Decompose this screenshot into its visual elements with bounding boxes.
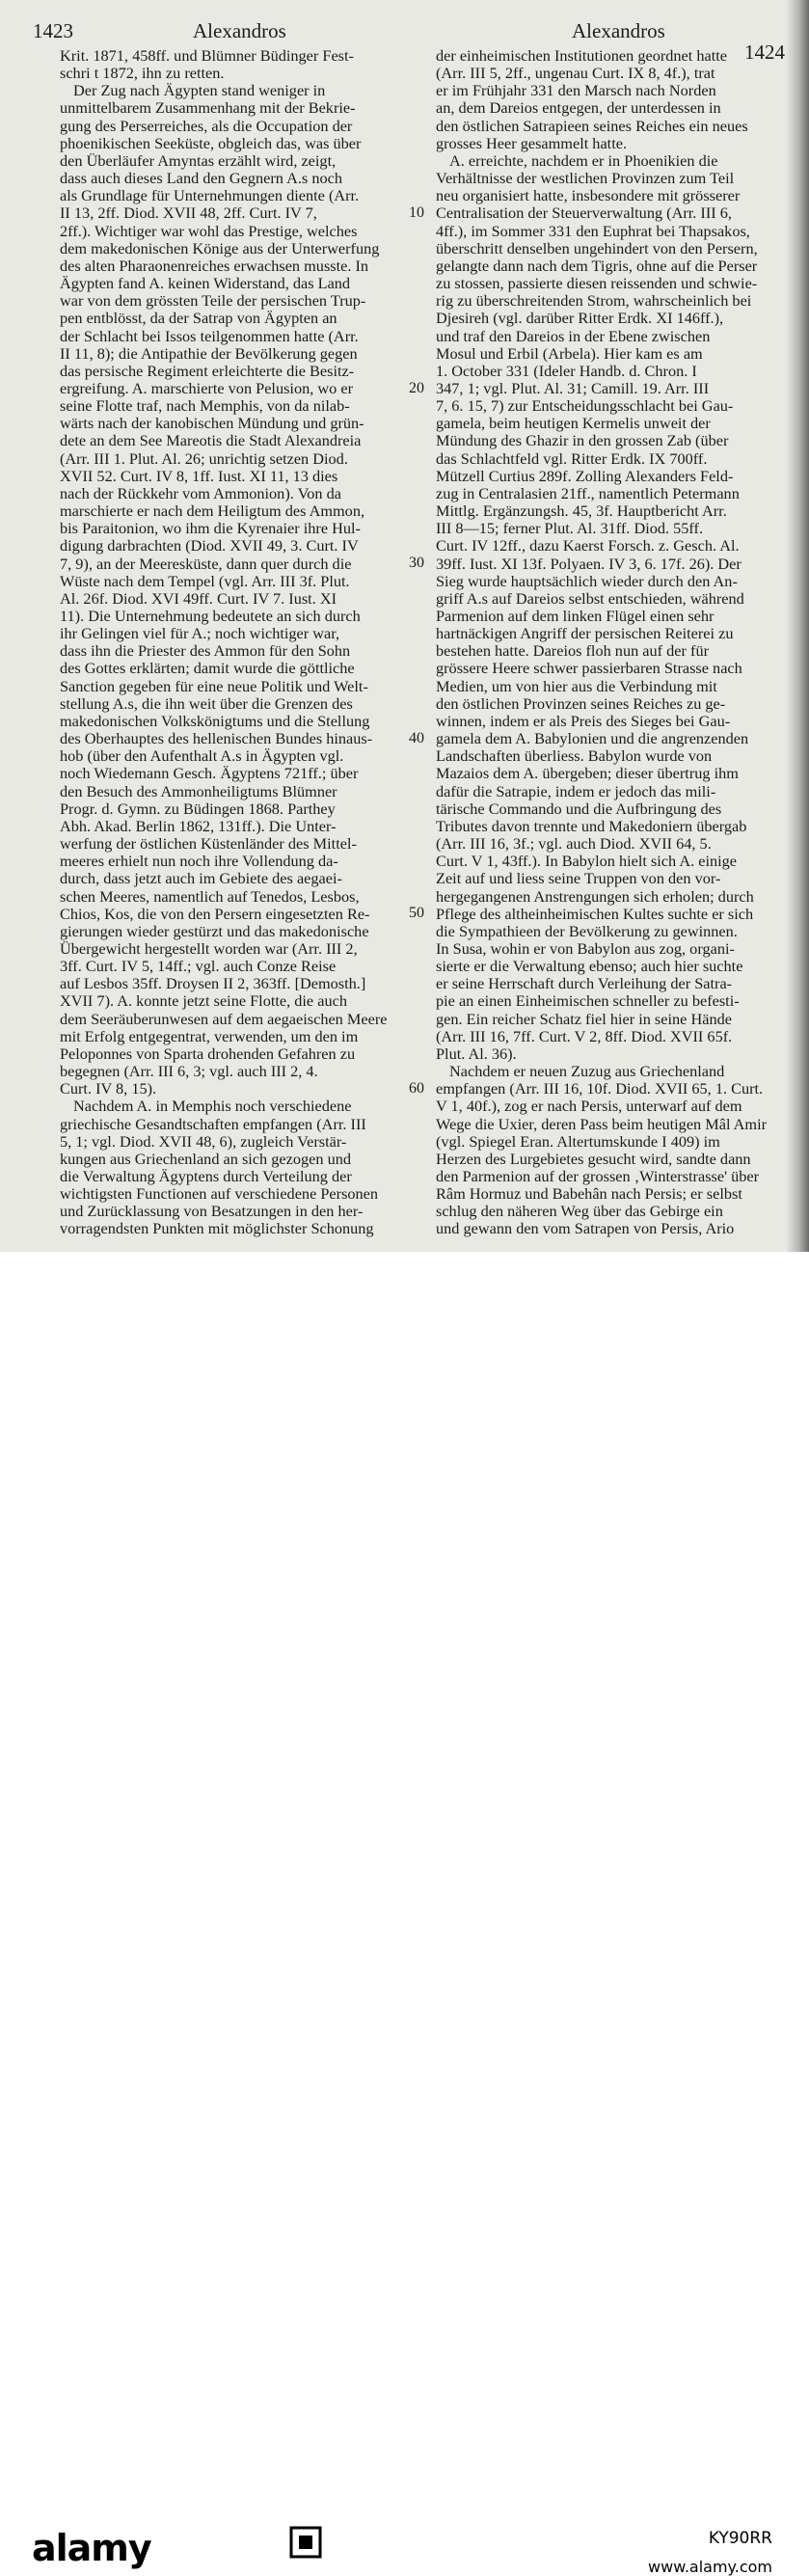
text-line: des alten Pharaonenreiches erwachsen musste. In bbox=[60, 256, 369, 275]
watermark-bar bbox=[0, 1252, 809, 2576]
text-line: das Schlachtfeld vgl. Ritter Erdk. IX 700ff. bbox=[436, 448, 708, 468]
text-line: Wege die Uxier, deren Pass beim heutigen Mâl Amir bbox=[436, 1114, 768, 1133]
line-number: 50 bbox=[409, 905, 424, 922]
text-line: 7, 6. 15, 7) zur Entscheidungsschlacht bei Gau- bbox=[436, 396, 734, 416]
text-line: Nachdem A. in Memphis noch verschiedene bbox=[73, 1097, 352, 1116]
text-line: winnen, indem er als Preis des Sieges bei Gau- bbox=[436, 711, 731, 730]
text-line: ergreifung. A. marschierte von Pelusion, wo er bbox=[60, 378, 353, 397]
text-line: an, dem Dareios entgegen, der unterdessen in bbox=[436, 98, 721, 118]
text-line: tärische Commando und die Aufbringung des bbox=[436, 799, 722, 818]
text-line: nach der Rückkehr vom Ammonion). Von da bbox=[60, 483, 341, 502]
text-line: 39ff. Iust. XI 13f. Polyaen. IV 3, 6. 17f. 26). Der bbox=[436, 554, 742, 573]
text-line: und Zurücklassung von Besatzungen in den her- bbox=[60, 1202, 364, 1221]
text-line: die Verwaltung Ägyptens durch Verteilung der bbox=[60, 1167, 352, 1185]
text-line: Mosul und Erbil (Arbela). Hier kam es am bbox=[436, 343, 703, 363]
text-line: kungen aus Griechenland an sich gezogen und bbox=[60, 1149, 352, 1168]
text-line: bestehen hatte. Dareios floh nun auf der für bbox=[436, 641, 710, 661]
text-line: Sanction gegeben für eine neue Politik und Welt- bbox=[60, 676, 368, 695]
line-number: 10 bbox=[409, 204, 424, 222]
text-line: Djesireh (vgl. darüber Ritter Erdk. XI 146ff.), bbox=[436, 309, 724, 328]
text-line: des Oberhauptes des hellenischen Bundes hinaus- bbox=[60, 729, 373, 748]
line-number: 20 bbox=[409, 379, 424, 396]
source-url: www.alamy.com bbox=[648, 2558, 772, 2576]
text-line: gamela, beim heutigen Kermelis unweit der bbox=[436, 414, 711, 433]
text-line: des Gottes erklärten; damit wurde die göttliche bbox=[60, 659, 355, 678]
text-line: (Arr. III 1. Plut. Al. 26; unrichtig setzen Diod. bbox=[60, 448, 348, 468]
text-line: dass auch dieses Land den Gegnern A.s noch bbox=[60, 169, 342, 188]
alamy-logo: alamy bbox=[32, 2527, 151, 2569]
text-line: den Parmenion auf der grossen ‚Winterstrasse' über bbox=[436, 1167, 760, 1185]
text-line: meeres erhielt nun noch ihre Vollendung da- bbox=[60, 852, 338, 871]
text-line: Chios, Kos, die von den Persern eingesetzten Re- bbox=[60, 904, 370, 923]
text-line: dete an dem See Mareotis die Stadt Alexandreia bbox=[60, 431, 362, 450]
text-line: wichtigsten Functionen auf verschiedene Personen bbox=[60, 1184, 379, 1204]
text-line: Mittlg. Ergänzungsh. 45, 3f. Hauptbericht Arr. bbox=[436, 502, 727, 521]
text-line: A. erreichte, nachdem er in Phoenikien die bbox=[449, 150, 718, 170]
text-line: zug in Centralasien 21ff., namentlich Petermann bbox=[436, 483, 740, 502]
running-head-left: Alexandros bbox=[193, 19, 286, 42]
text-line: seine Flotte traf, nach Memphis, von da nilab- bbox=[60, 396, 350, 416]
text-line: III 8—15; ferner Plut. Al. 31ff. Diod. 55ff. bbox=[436, 519, 704, 538]
text-line: schen Meeres, namentlich auf Tenedos, Lesbos, bbox=[60, 886, 360, 906]
text-line: überschritt denselben ungehindert von den Persern, bbox=[436, 238, 758, 258]
text-line: grosses Heer gesammelt hatte. bbox=[436, 133, 628, 152]
running-head-right: Alexandros bbox=[572, 19, 665, 42]
text-line: er seine Herrschaft durch Verleihung der Satra- bbox=[436, 974, 733, 993]
text-line: den Besuch des Ammonheiligtums Blümner bbox=[60, 781, 337, 800]
text-line: hob (über den Aufenthalt A.s in Ägypten vgl. bbox=[60, 746, 344, 766]
text-line: den östlichen Provinzen seines Reiches zu ge- bbox=[436, 693, 726, 713]
text-line: stellung A.s, die ihn weit über die Grenzen des bbox=[60, 693, 353, 713]
text-line: 1. October 331 (Ideler Handb. d. Chron. I bbox=[436, 361, 697, 380]
text-line: Curt. IV 12ff., dazu Kaerst Forsch. z. Gesch. Al. bbox=[436, 536, 740, 556]
text-line: Landschaften überliess. Babylon wurde von bbox=[436, 746, 713, 766]
text-line: und traf den Dareios in der Ebene zwischen bbox=[436, 326, 711, 345]
text-line: dass ihn die Priester des Ammon für den Sohn bbox=[60, 641, 351, 661]
alamy-logo-mark-icon bbox=[289, 2526, 322, 2559]
text-line: er im Frühjahr 331 den Marsch nach Norden bbox=[436, 81, 716, 100]
text-line: auf Lesbos 35ff. Droysen II 2, 363ff. [Demosth.] bbox=[60, 974, 366, 993]
text-line: 7, 9), an der Meeresküste, dann quer durch die bbox=[60, 554, 352, 573]
line-number: 60 bbox=[409, 1079, 424, 1097]
text-line: bis Paraitonion, wo ihm die Kyrenaier ihre Hul- bbox=[60, 519, 361, 538]
text-line: zu stossen, passierte diesen reissenden und schwie- bbox=[436, 274, 758, 293]
text-line: mit Erfolg entgegentrat, verwenden, um den im bbox=[60, 1026, 359, 1045]
line-number: 40 bbox=[409, 729, 424, 746]
text-line: der einheimischen Institutionen geordnet hatte bbox=[436, 46, 728, 65]
page-number-left: 1423 bbox=[33, 19, 73, 42]
text-line: gen. Ein reicher Schatz fiel hier in seine Hände bbox=[436, 1009, 732, 1028]
text-line: II 11, 8); die Antipathie der Bevölkerung gegen bbox=[60, 343, 358, 363]
text-line: wärts nach der kanobischen Mündung und grün- bbox=[60, 414, 364, 433]
text-line: 3ff. Curt. IV 5, 14ff.; vgl. auch Conze Reise bbox=[60, 957, 337, 976]
image-id: KY90RR bbox=[708, 2529, 772, 2548]
text-line: 4ff.), im Sommer 331 den Euphrat bei Thapsakos, bbox=[436, 221, 750, 240]
text-line: Mützell Curtius 289f. Zolling Alexanders Feld- bbox=[436, 466, 734, 485]
text-line: war von dem grössten Teile der persischen Trup- bbox=[60, 291, 366, 311]
text-line: phoenikischen Seeküste, obgleich das, was über bbox=[60, 133, 362, 152]
text-line: hartnäckigen Angriff der persischen Reiterei zu bbox=[436, 624, 734, 643]
text-line: dem makedonischen Könige aus der Unterwerfung bbox=[60, 238, 380, 258]
text-line: vorragendsten Punkten mit möglichster Schonung bbox=[60, 1219, 374, 1238]
text-line: Der Zug nach Ägypten stand weniger in bbox=[73, 81, 326, 100]
text-line: Ägypten fand A. keinen Widerstand, das Land bbox=[60, 274, 351, 293]
line-number: 30 bbox=[409, 555, 424, 572]
text-line: die Sympathieen der Bevölkerung zu gewinnen. bbox=[436, 921, 738, 940]
text-line: Râm Hormuz und Babehân nach Persis; er selbst bbox=[436, 1184, 742, 1204]
text-line: Mazaios dem A. übergeben; dieser übertrug ihm bbox=[436, 764, 739, 783]
text-line: (Arr. III 5, 2ff., ungenau Curt. IX 8, 4f.), trat bbox=[436, 64, 715, 83]
text-line: und gewann den vom Satrapen von Persis, Ario bbox=[436, 1219, 735, 1238]
text-line: II 13, 2ff. Diod. XVII 48, 2ff. Curt. IV 7, bbox=[60, 203, 317, 223]
text-line: der Schlacht bei Issos teilgenommen hatte (Arr. bbox=[60, 326, 359, 345]
text-line: 5, 1; vgl. Diod. XVII 48, 6), zugleich Verstär- bbox=[60, 1131, 347, 1151]
text-line: als Grundlage für Unternehmungen diente (Arr. bbox=[60, 186, 360, 205]
text-line: das persische Regiment erleichterte die Besitz- bbox=[60, 361, 355, 380]
text-line: Verhältnisse der westlichen Provinzen zum Teil bbox=[436, 169, 735, 188]
text-line: Plut. Al. 36). bbox=[436, 1044, 517, 1063]
text-line: empfangen (Arr. III 16, 10f. Diod. XVII 65, 1. Curt. bbox=[436, 1079, 764, 1098]
text-line: gierungen wieder gestürzt und das makedonische bbox=[60, 921, 369, 940]
text-line: Curt. V 1, 43ff.). In Babylon hielt sich A. einige bbox=[436, 852, 738, 871]
page-number-right: 1424 bbox=[744, 41, 785, 64]
text-line: hergegangenen Anstrengungen sich erholen; durch bbox=[436, 886, 754, 906]
text-line: neu organisiert hatte, insbesondere mit grösserer bbox=[436, 186, 741, 205]
text-line: Abh. Akad. Berlin 1862, 131ff.). Die Unter- bbox=[60, 816, 337, 835]
text-line: makedonischen Volkskönigtums und die Stellung bbox=[60, 711, 370, 730]
text-line: grössere Heere schwer passierbaren Strasse nach bbox=[436, 659, 742, 678]
text-line: rig zu überschreitenden Strom, wahrscheinlich bei bbox=[436, 291, 752, 311]
text-line: V 1, 40f.), zog er nach Persis, unterwarf auf dem bbox=[436, 1097, 742, 1116]
text-line: werfung der östlichen Küstenländer des Mittel- bbox=[60, 834, 357, 854]
text-line: XVII 7). A. konnte jetzt seine Flotte, die auch bbox=[60, 991, 347, 1011]
text-line: gelangte dann nach dem Tigris, ohne auf die Perser bbox=[436, 256, 758, 275]
text-line: gung des Perserreiches, als die Occupation der bbox=[60, 116, 353, 135]
text-line: durch, dass jetzt auch im Gebiete des aegaei- bbox=[60, 869, 342, 888]
text-line: Medien, um von hier aus die Verbindung mit bbox=[436, 676, 717, 695]
text-line: dafür die Satrapie, indem er jedoch das mili- bbox=[436, 781, 716, 800]
text-line: pie an einen Einheimischen schneller zu befesti- bbox=[436, 991, 740, 1011]
text-line: griff A.s auf Dareios selbst entschieden, während bbox=[436, 588, 744, 608]
text-line: gamela dem A. Babylonien und die angrenzenden bbox=[436, 729, 749, 748]
text-line: 11). Die Unternehmung bedeutete an sich durch bbox=[60, 607, 361, 625]
text-line: 347, 1; vgl. Plut. Al. 31; Camill. 19. Arr. III bbox=[436, 378, 710, 397]
text-line: noch Wiedemann Gesch. Ägyptens 721ff.; über bbox=[60, 764, 359, 783]
text-line: Tributes davon trennte und Makedoniern übergab bbox=[436, 816, 747, 835]
text-line: Zeit auf und liess seine Truppen von den vor- bbox=[436, 869, 721, 888]
text-line: den Überläufer Amyntas erzählt wird, zeigt, bbox=[60, 150, 337, 170]
text-line: Al. 26f. Diod. XVI 49ff. Curt. IV 7. Iust. XI bbox=[60, 588, 337, 608]
text-line: Mündung des Ghazir in den grossen Zab (über bbox=[436, 431, 729, 450]
text-line: Herzen des Lurgebietes gesucht wird, sandte dann bbox=[436, 1149, 751, 1168]
text-line: digung darbrachten (Diod. XVII 49, 3. Curt. IV bbox=[60, 536, 359, 556]
text-line: griechische Gesandtschaften empfangen (Arr. III bbox=[60, 1114, 366, 1133]
line-number-gutter bbox=[0, 0, 809, 1252]
text-line: dem Seeräuberunwesen auf dem aegaeischen Meere bbox=[60, 1009, 388, 1028]
text-line: Übergewicht hergestellt worden war (Arr. III 2, bbox=[60, 938, 358, 958]
text-line: den östlichen Satrapieen seines Reiches ein neues bbox=[436, 116, 748, 135]
text-line: Progr. d. Gymn. zu Büdingen 1868. Parthey bbox=[60, 799, 336, 818]
text-line: Centralisation der Steuerverwaltung (Arr. III 6, bbox=[436, 203, 732, 223]
text-line: Nachdem er neuen Zuzug aus Griechenland bbox=[449, 1062, 725, 1081]
text-line: Krit. 1871, 458ff. und Blümner Büdinger Fest- bbox=[60, 46, 354, 65]
text-line: Pflege des altheinheimischen Kultes suchte er sich bbox=[436, 904, 754, 923]
text-line: Peloponnes von Sparta drohenden Gefahren zu bbox=[60, 1044, 356, 1063]
text-line: Curt. IV 8, 15). bbox=[60, 1079, 157, 1098]
text-line: schlug den näheren Weg über das Gebirge ein bbox=[436, 1202, 723, 1221]
text-line: (vgl. Spiegel Eran. Altertumskunde I 409) im bbox=[436, 1131, 720, 1151]
text-line: schri t 1872, ihn zu retten. bbox=[60, 64, 225, 83]
text-line: XVII 52. Curt. IV 8, 1ff. Iust. XI 11, 13 dies bbox=[60, 466, 338, 485]
text-line: ihr Gelingen viel für A.; noch wichtiger war, bbox=[60, 624, 340, 643]
text-line: (Arr. III 16, 3f.; vgl. auch Diod. XVII 64, 5. bbox=[436, 834, 712, 854]
text-line: In Susa, wohin er von Babylon aus zog, organi- bbox=[436, 938, 735, 958]
text-line: Parmenion auf dem linken Flügel einen sehr bbox=[436, 607, 715, 625]
text-line: Wüste nach dem Tempel (vgl. Arr. III 3f. Plut. bbox=[60, 571, 350, 590]
text-line: Sieg wurde hauptsächlich wieder durch den An- bbox=[436, 571, 738, 590]
text-line: pen entblösst, da der Satrap von Ägypten an bbox=[60, 309, 337, 328]
scanned-page bbox=[0, 0, 809, 1252]
text-line: marschierte er nach dem Heiligtum des Ammon, bbox=[60, 502, 365, 521]
text-line: 2ff.). Wichtiger war wohl das Prestige, welches bbox=[60, 221, 358, 240]
text-line: sierte er die Verwaltung ebenso; auch hier suchte bbox=[436, 957, 743, 976]
text-line: (Arr. III 16, 7ff. Curt. V 2, 8ff. Diod. XVII 65f. bbox=[436, 1026, 733, 1045]
text-line: begegnen (Arr. III 6, 3; vgl. auch III 2, 4. bbox=[60, 1062, 318, 1081]
book-binding-shadow bbox=[786, 0, 809, 1252]
text-line: unmittelbarem Zusammenhang mit der Bekrie- bbox=[60, 98, 356, 118]
